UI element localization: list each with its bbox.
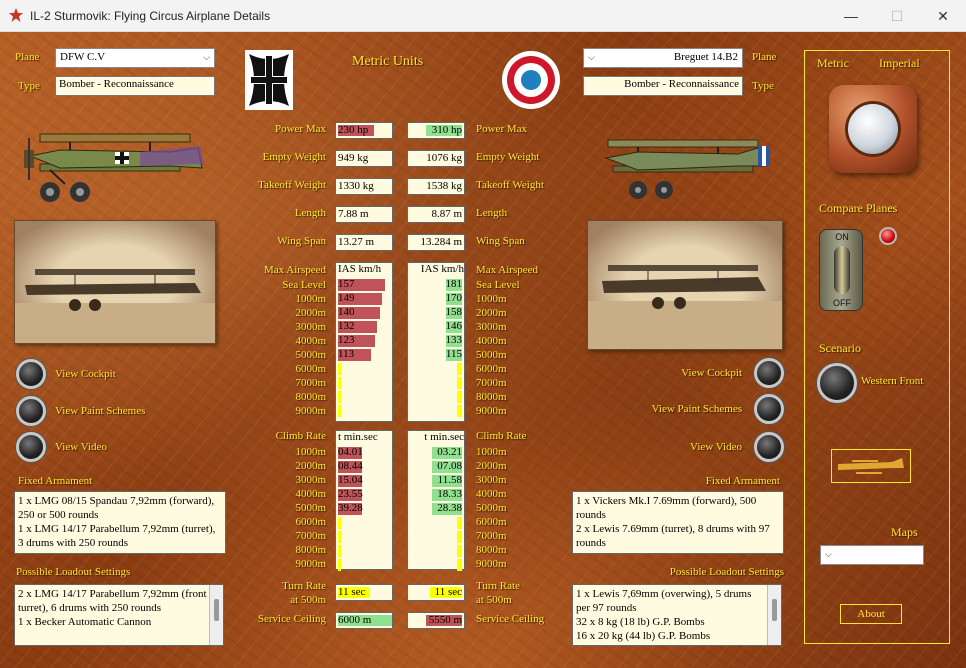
left-altitude-labels <box>270 278 326 418</box>
table-cell <box>460 558 464 570</box>
metric-label[interactable]: Metric <box>817 56 849 70</box>
left-airspeed-table <box>335 262 393 422</box>
left-plane-label: Plane <box>15 51 40 63</box>
table-cell <box>336 558 338 570</box>
empty-weight-label-right: Empty Weight <box>476 151 540 163</box>
table-row <box>336 558 392 572</box>
table-row <box>336 460 392 474</box>
altitude-label: 9000m <box>476 558 507 570</box>
table-cell: 123 <box>338 334 355 346</box>
table-cell <box>460 544 464 556</box>
table-cell <box>460 376 464 388</box>
left-climb-altitude-labels <box>270 445 326 571</box>
altitude-label: 5000m <box>295 349 326 361</box>
altitude-label: 7000m <box>476 530 507 542</box>
left-empty-box <box>335 150 393 167</box>
compare-planes-label: Compare Planes <box>819 201 898 215</box>
chevron-down-icon: ⌵ <box>588 52 595 62</box>
left-loadout-label: Possible Loadout Settings <box>16 566 131 578</box>
altitude-label: 8000m <box>295 544 326 556</box>
left-plane-image <box>20 124 210 206</box>
right-climb-altitude-labels <box>476 445 536 571</box>
altitude-label: 7000m <box>476 377 507 389</box>
table-row <box>408 348 464 362</box>
right-view-cockpit-button[interactable] <box>754 358 784 388</box>
right-view-video-label[interactable]: View Video <box>690 441 742 453</box>
climb-rate-label: Climb Rate <box>275 430 326 442</box>
toggle-off-label: OFF <box>833 298 851 308</box>
table-cell <box>336 530 338 542</box>
table-cell <box>336 362 338 374</box>
right-loadout-line: 16 x 20 kg (44 lb) G.P. Bombs <box>576 630 711 642</box>
table-cell <box>336 404 338 416</box>
altitude-label: 3000m <box>476 474 507 486</box>
table-cell: 03.21 <box>437 446 462 458</box>
right-loadout-box[interactable] <box>572 584 782 646</box>
right-view-paint-button[interactable] <box>754 394 784 424</box>
right-fixed-line: 2 x Lewis 7.69mm (turret), 8 drums with 97 rounds <box>576 523 770 549</box>
altitude-label: 6000m <box>476 363 507 375</box>
left-plane-value: DFW C.V <box>60 51 106 63</box>
maps-select[interactable] <box>820 545 924 565</box>
altitude-label: 4000m <box>476 335 507 347</box>
altitude-label: 8000m <box>476 391 507 403</box>
right-type-label: Type <box>752 80 774 92</box>
right-altitude-labels <box>476 278 536 418</box>
right-power-box <box>407 122 465 139</box>
table-row <box>408 544 464 558</box>
altitude-label: 4000m <box>295 335 326 347</box>
wing-span-label: Wing Span <box>277 235 326 247</box>
table-row <box>408 376 464 390</box>
left-view-cockpit-button[interactable] <box>16 359 46 389</box>
knob-dial-icon <box>848 104 898 154</box>
altitude-label: 8000m <box>295 391 326 403</box>
altitude-label: 9000m <box>295 558 326 570</box>
right-plane-image <box>598 132 773 202</box>
french-roundel-icon <box>501 50 561 110</box>
table-cell <box>336 544 338 556</box>
value-bar <box>338 363 341 375</box>
close-button[interactable]: ✕ <box>937 8 949 24</box>
table-row <box>336 278 392 292</box>
left-plane-select[interactable] <box>55 48 215 68</box>
right-view-cockpit-label[interactable]: View Cockpit <box>681 367 742 379</box>
power-max-label: Power Max <box>274 123 326 135</box>
right-fixed-armament-box[interactable] <box>572 491 784 554</box>
table-row <box>408 460 464 474</box>
right-takeoff-box <box>407 178 465 195</box>
altitude-label: 6000m <box>295 516 326 528</box>
right-loadout-label: Possible Loadout Settings <box>669 566 784 578</box>
table-row <box>336 530 392 544</box>
left-photo-image <box>15 221 215 343</box>
altitude-label: 3000m <box>476 321 507 333</box>
toggle-on-label: ON <box>835 232 849 242</box>
right-plane-label: Plane <box>752 51 777 63</box>
left-fixed-armament-box[interactable] <box>14 491 226 554</box>
table-row <box>408 516 464 530</box>
chevron-down-icon: ⌵ <box>825 549 832 559</box>
left-turn-value: 11 sec <box>338 586 366 598</box>
climb-rate-label-right: Climb Rate <box>476 430 527 442</box>
table-row <box>408 446 464 460</box>
right-span-box <box>407 234 465 251</box>
table-cell <box>336 516 338 528</box>
service-ceiling-label: Service Ceiling <box>257 613 326 625</box>
turn-rate-alt-label-right: at 500m <box>476 594 512 606</box>
table-cell: 140 <box>338 306 355 318</box>
table-cell: 113 <box>338 348 355 360</box>
table-cell: 158 <box>445 306 462 318</box>
table-row <box>408 306 464 320</box>
empty-weight-label: Empty Weight <box>262 151 326 163</box>
compare-indicator-light <box>879 227 897 245</box>
table-cell: 146 <box>445 320 462 332</box>
table-cell: 170 <box>445 292 462 304</box>
table-row <box>336 292 392 306</box>
app-star-icon <box>8 7 24 23</box>
scrollbar-thumb[interactable] <box>772 599 777 621</box>
right-type-field: Bomber - Reconnaissance <box>583 76 743 96</box>
altitude-label: 5000m <box>476 502 507 514</box>
table-cell: 07.08 <box>437 460 462 472</box>
table-cell: 133 <box>445 334 462 346</box>
right-empty-box <box>407 150 465 167</box>
right-loadout-scrollbar[interactable] <box>767 585 781 645</box>
right-view-paint-label[interactable]: View Paint Schemes <box>651 403 742 415</box>
left-loadout-scrollbar[interactable] <box>209 585 223 645</box>
power-max-label-right: Power Max <box>476 123 528 135</box>
table-cell: 15.04 <box>338 474 363 486</box>
altitude-label: 7000m <box>295 377 326 389</box>
value-bar <box>338 531 341 543</box>
table-row <box>336 516 392 530</box>
altitude-label: 5000m <box>295 502 326 514</box>
altitude-label: 7000m <box>295 530 326 542</box>
altitude-label: 5000m <box>476 349 507 361</box>
left-view-cockpit-label[interactable]: View Cockpit <box>55 368 116 380</box>
left-power-box <box>335 122 393 139</box>
table-cell: 08.44 <box>338 460 363 472</box>
table-row <box>408 530 464 544</box>
table-row <box>408 558 464 572</box>
minimize-button[interactable]: — <box>844 8 858 24</box>
altitude-label: 2000m <box>476 307 507 319</box>
right-empty-value: 1076 kg <box>426 152 462 164</box>
table-row <box>336 404 392 418</box>
units-title: Metric Units <box>352 54 424 69</box>
wing-span-label-right: Wing Span <box>476 235 525 247</box>
scenario-label: Scenario <box>819 341 861 355</box>
altitude-label: 2000m <box>476 460 507 472</box>
plane-silhouette-icon <box>832 450 910 482</box>
table-cell <box>460 362 464 374</box>
right-climb-table <box>407 430 465 570</box>
left-span-value: 13.27 m <box>338 236 375 248</box>
left-length-box <box>335 206 393 223</box>
left-ceiling-box <box>335 612 393 629</box>
german-cross-icon <box>245 50 293 110</box>
altitude-label: 3000m <box>295 321 326 333</box>
table-cell: 181 <box>445 278 462 290</box>
table-cell <box>336 376 338 388</box>
table-row <box>408 362 464 376</box>
right-length-value: 8.87 m <box>431 208 462 220</box>
max-airspeed-label-right: Max Airspeed <box>476 264 539 276</box>
left-type-field: Bomber - Reconnaissance <box>55 76 215 96</box>
table-row <box>336 474 392 488</box>
maps-label: Maps <box>891 525 918 539</box>
altitude-label: 2000m <box>295 307 326 319</box>
right-ceiling-value: 5550 m <box>428 614 462 626</box>
right-fixed-line: 1 x Vickers Mk.I 7.69mm (forward), 500 rounds <box>576 495 757 521</box>
value-bar <box>338 559 341 571</box>
units-knob[interactable] <box>829 85 917 173</box>
settings-sidebar <box>804 50 950 644</box>
table-row <box>336 446 392 460</box>
altitude-label: 8000m <box>476 544 507 556</box>
left-plane-photo <box>14 220 216 344</box>
table-row <box>336 320 392 334</box>
title-bar <box>0 0 966 32</box>
table-row <box>408 488 464 502</box>
table-cell <box>460 404 464 416</box>
table-row <box>336 306 392 320</box>
length-label-right: Length <box>476 207 508 219</box>
left-power-value: 230 hp <box>338 124 369 136</box>
altitude-label: 4000m <box>476 488 507 500</box>
table-row <box>408 474 464 488</box>
table-row <box>336 334 392 348</box>
value-bar <box>338 377 341 389</box>
left-loadout-line: 1 x Becker Automatic Cannon <box>18 616 152 628</box>
right-takeoff-value: 1538 kg <box>426 180 462 192</box>
right-loadout-line: 1 x Lewis 7,69mm (overwing), 5 drums per 97 rounds <box>576 588 752 614</box>
left-span-box <box>335 234 393 251</box>
turn-rate-alt-label: at 500m <box>290 594 326 606</box>
value-bar <box>338 545 341 557</box>
table-cell <box>336 390 338 402</box>
table-row <box>408 390 464 404</box>
chevron-down-icon: ⌵ <box>203 52 210 62</box>
maximize-button[interactable]: ☐ <box>890 8 904 24</box>
table-cell: 132 <box>338 320 355 332</box>
left-turn-box <box>335 584 393 601</box>
table-row <box>408 334 464 348</box>
table-cell: 11.58 <box>437 474 462 486</box>
table-row <box>408 502 464 516</box>
right-turn-value: 11 sec <box>434 586 462 598</box>
left-ceiling-value: 6000 m <box>338 614 372 626</box>
left-fixed-line: 1 x LMG 14/17 Parabellum 7,92mm (turret), 3 drums with 250 rounds <box>18 523 216 549</box>
table-cell <box>460 390 464 402</box>
table-row <box>336 390 392 404</box>
left-type-label: Type <box>18 80 40 92</box>
compare-toggle-switch[interactable] <box>819 229 863 311</box>
altitude-label: 1000m <box>476 446 507 458</box>
value-bar <box>338 405 341 417</box>
table-cell: 18.33 <box>437 488 462 500</box>
about-button[interactable]: About <box>840 604 902 624</box>
table-row <box>336 488 392 502</box>
left-view-video-label[interactable]: View Video <box>55 441 107 453</box>
table-cell: 149 <box>338 292 355 304</box>
altitude-label: 3000m <box>295 474 326 486</box>
scenario-button[interactable] <box>817 363 857 403</box>
right-plane-photo <box>587 220 783 350</box>
table-row <box>408 292 464 306</box>
table-cell: 28.38 <box>437 502 462 514</box>
scenario-value[interactable]: Western Front <box>861 375 924 387</box>
table-cell: 115 <box>445 348 462 360</box>
value-bar <box>338 517 341 529</box>
left-takeoff-box <box>335 178 393 195</box>
left-view-video-button[interactable] <box>16 432 46 462</box>
right-airspeed-table <box>407 262 465 422</box>
table-row <box>408 320 464 334</box>
table-cell <box>460 530 464 542</box>
table-cell: 04.01 <box>338 446 363 458</box>
left-ias-header: IAS km/h <box>338 263 382 275</box>
left-takeoff-value: 1330 kg <box>338 180 374 192</box>
altitude-label: Sea Level <box>476 279 520 291</box>
right-length-box <box>407 206 465 223</box>
right-loadout-line: 32 x 8 kg (18 lb) G.P. Bombs <box>576 616 705 628</box>
table-row <box>336 348 392 362</box>
table-row <box>336 362 392 376</box>
scrollbar-thumb[interactable] <box>214 599 219 621</box>
right-turn-box <box>407 584 465 601</box>
table-cell: 157 <box>338 278 355 290</box>
takeoff-weight-label: Takeoff Weight <box>258 179 326 191</box>
window-title: IL-2 Sturmovik: Flying Circus Airplane Details <box>30 9 271 23</box>
takeoff-weight-label-right: Takeoff Weight <box>476 179 544 191</box>
altitude-label: Sea Level <box>282 279 326 291</box>
altitude-label: 1000m <box>295 446 326 458</box>
right-plane-select[interactable] <box>583 48 743 68</box>
table-row <box>336 376 392 390</box>
max-airspeed-label: Max Airspeed <box>263 264 326 276</box>
table-row <box>336 502 392 516</box>
right-ceiling-box <box>407 612 465 629</box>
altitude-label: 1000m <box>295 293 326 305</box>
altitude-label: 6000m <box>295 363 326 375</box>
left-empty-value: 949 kg <box>338 152 369 164</box>
left-fixed-line: 1 x LMG 08/15 Spandau 7,92mm (forward), 250 or 500 rounds <box>18 495 215 521</box>
right-ias-header: IAS km/h <box>420 263 464 275</box>
right-climb-header: t min.sec <box>424 431 464 443</box>
left-view-paint-label[interactable]: View Paint Schemes <box>55 405 146 417</box>
length-label: Length <box>294 207 326 219</box>
altitude-label: 9000m <box>295 405 326 417</box>
altitude-label: 9000m <box>476 405 507 417</box>
table-cell: 39.28 <box>338 502 363 514</box>
table-cell <box>460 516 464 528</box>
altitude-label: 2000m <box>295 460 326 472</box>
right-power-value: 310 hp <box>431 124 462 136</box>
service-ceiling-label-right: Service Ceiling <box>476 613 545 625</box>
aircraft-silhouette-button[interactable] <box>831 449 911 483</box>
left-climb-table <box>335 430 393 570</box>
left-fixed-armament-label: Fixed Armament <box>18 475 93 487</box>
left-view-paint-button[interactable] <box>16 396 46 426</box>
left-climb-header: t min.sec <box>338 431 378 443</box>
imperial-label[interactable]: Imperial <box>879 56 920 70</box>
toggle-lever-icon <box>834 246 850 294</box>
right-fixed-armament-label: Fixed Armament <box>705 475 780 487</box>
table-row <box>336 544 392 558</box>
table-row <box>408 278 464 292</box>
turn-rate-label: Turn Rate <box>282 580 326 592</box>
value-bar <box>338 391 341 403</box>
table-row <box>408 404 464 418</box>
left-loadout-line: 2 x LMG 14/17 Parabellum 7,92mm (front turret), 6 drums with 250 rounds <box>18 588 207 614</box>
main-panel <box>0 32 966 668</box>
turn-rate-label-right: Turn Rate <box>476 580 520 592</box>
left-loadout-box[interactable] <box>14 584 224 646</box>
right-span-value: 13.284 m <box>420 236 462 248</box>
table-cell: 23.55 <box>338 488 363 500</box>
altitude-label: 1000m <box>476 293 507 305</box>
right-view-video-button[interactable] <box>754 432 784 462</box>
right-plane-value: Breguet 14.B2 <box>673 51 738 63</box>
altitude-label: 6000m <box>476 516 507 528</box>
right-photo-image <box>588 221 782 349</box>
altitude-label: 4000m <box>295 488 326 500</box>
left-length-value: 7.88 m <box>338 208 369 220</box>
